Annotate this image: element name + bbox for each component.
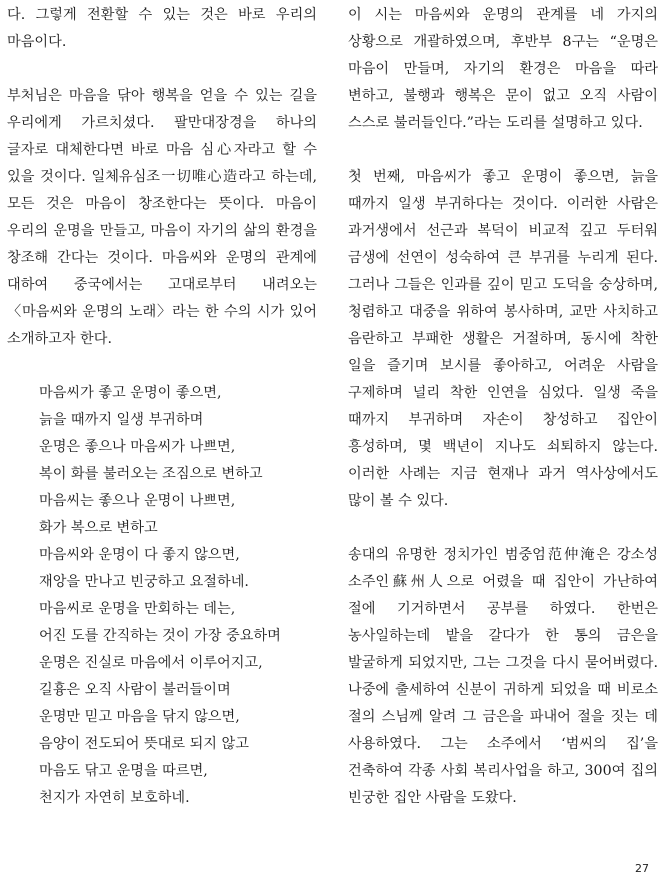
right-paragraph-1: 이 시는 마음씨와 운명의 관계를 네 가지의 상황으로 개괄하였으며, 후반부 8구는 “운명은 마음이 만들며, 자기의 환경은 마음을 따라 변하고, 불행과 행복은 문이 없고 오직 사람이 스스로 불러들인다.”라는 도리를 설명하고 있다. bbox=[348, 7, 658, 131]
left-column bbox=[7, 2, 317, 812]
poem-line: 마음씨는 좋으나 운명이 나쁘면, bbox=[39, 493, 236, 509]
right-paragraph-2: 첫 번째, 마음씨가 좋고 운명이 좋으면, 늙을 때까지 일생 부귀하다는 것이다. 이러한 사람은 과거생에서 선근과 복덕이 비교적 깊고 두터워 금생에 선연이 성숙하여 큰 부귀를 누리게 된다. 그러나 그들은 인과를 깊이 믿고 도덕을 숭상하며, 청렴하고 대중을 위하여 봉사하며, 교만 사치하고 음란하고 부패한 생활은 거절하며, 동시에 착한 일을 즐기며 보시를 좋아하고, 어려운 사람을 구제하며 널리 착한 인연을 심었다. 일생 죽을 때까지 부귀하며 자손이 창성하고 집안이 흥성하며, 몇 백년이 지나도 쇠퇴하지 않는다. 이러한 사례는 지금 현재나 과거 역사상에서도 많이 볼 수 있다. bbox=[348, 169, 658, 509]
poem-line: 늙을 때까지 일생 부귀하며 bbox=[39, 412, 204, 428]
page-number: 27 bbox=[635, 862, 649, 875]
poem-line: 화가 복으로 변하고 bbox=[39, 520, 158, 536]
poem-line: 마음씨로 운명을 만회하는 데는, bbox=[39, 601, 236, 617]
left-paragraph-1: 다. 그렇게 전환할 수 있는 것은 바로 우리의 마음이다. bbox=[7, 7, 317, 50]
poem-line: 마음씨와 운명이 다 좋지 않으면, bbox=[39, 547, 240, 563]
poem-line: 복이 화를 불러오는 조짐으로 변하고 bbox=[39, 466, 263, 482]
left-paragraph-2: 부처님은 마음을 닦아 행복을 얻을 수 있는 길을 우리에게 가르치셨다. 팔만대장경을 하나의 글자로 대체한다면 바로 마음 심心자라고 할 수 있을 것이다. 일체유심조一切唯心造라고 하는데, 모든 것은 마음이 창조한다는 뜻이다. 마음이 우리의 운명을 만들고, 마음이 자기의 삶의 환경을 창조해 간다는 것이다. 마음씨와 운명의 관계에 대하여 중국에서는 고대로부터 내려오는 〈마음씨와 운명의 노래〉라는 한 수의 시가 있어 소개하고자 한다. bbox=[7, 88, 317, 347]
poem-line: 음양이 전도되어 뜻대로 되지 않고 bbox=[39, 736, 249, 752]
poem-line: 재앙을 만나고 빈궁하고 요절하네. bbox=[39, 574, 249, 590]
poem bbox=[7, 380, 317, 812]
poem-line: 운명은 진실로 마음에서 이루어지고, bbox=[39, 655, 263, 671]
poem-line: 길흉은 오직 사람이 불러들이며 bbox=[39, 682, 231, 698]
poem-line: 운명은 좋으나 마음씨가 나쁘면, bbox=[39, 439, 236, 455]
poem-line: 마음씨가 좋고 운명이 좋으면, bbox=[39, 385, 222, 401]
right-column bbox=[348, 2, 658, 812]
right-paragraph-3: 송대의 유명한 정치가인 범중엄范仲淹은 강소성 소주인蘇州人으로 어렸을 때 집안이 가난하여 절에 기거하면서 공부를 하였다. 한번은 농사일하는데 밭을 갈다가 한 통의 금은을 발굴하게 되었지만, 그는 그것을 다시 묻어버렸다. 나중에 출세하여 신분이 귀하게 되었을 때 비로소 절의 스님께 알려 그 금은을 파내어 절을 짓는 데 사용하였다. 그는 소주에서 ‘범씨의 집’을 건축하여 각종 사회 복리사업을 하고, 300여 집의 빈궁한 집안 사람을 도왔다. bbox=[348, 547, 658, 806]
poem-line: 천지가 자연히 보호하네. bbox=[39, 790, 190, 806]
poem-line: 마음도 닦고 운명을 따르면, bbox=[39, 763, 208, 779]
poem-line: 운명만 믿고 마음을 닦지 않으면, bbox=[39, 709, 240, 725]
poem-line: 어진 도를 간직하는 것이 가장 중요하며 bbox=[39, 628, 281, 644]
